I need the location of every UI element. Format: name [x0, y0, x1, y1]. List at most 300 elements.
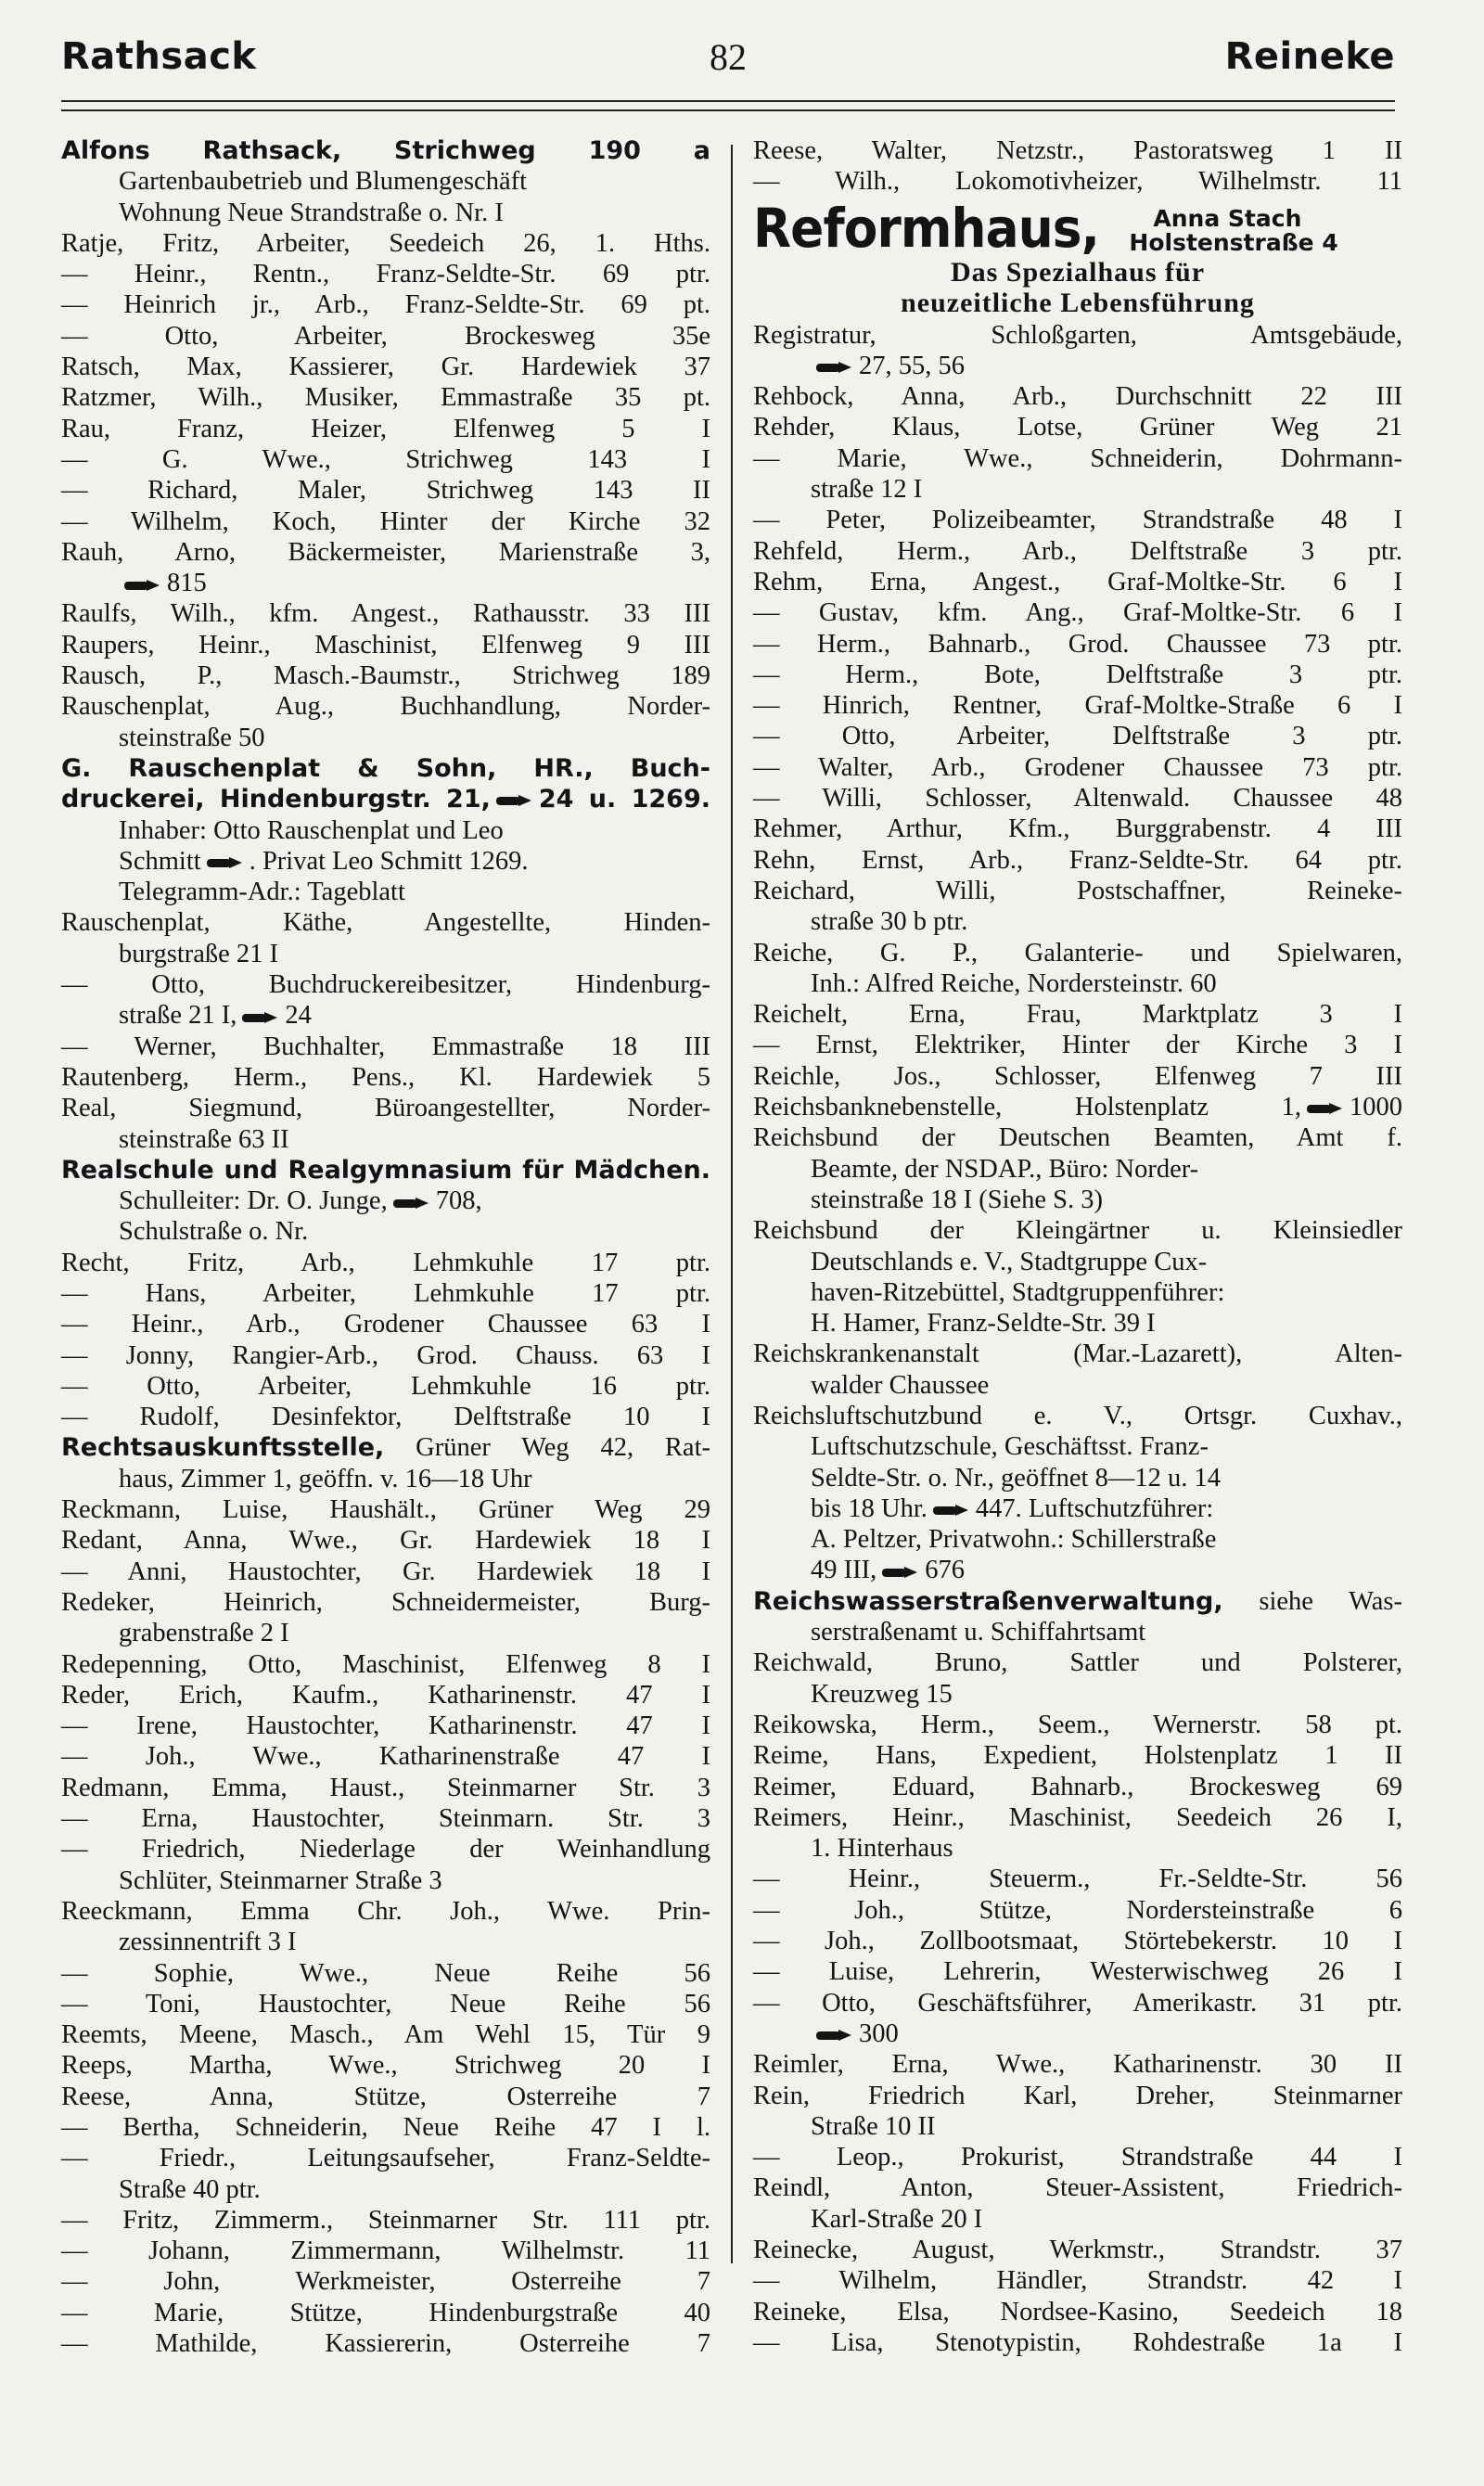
- entry-text: Rehn, Ernst, Arb., Franz-Seldte-Str. 64 ptr.: [753, 845, 1402, 875]
- directory-entry-line: [753, 629, 1402, 660]
- entry-text: Gartenbaubetrieb und Blumengeschäft: [119, 167, 528, 197]
- directory-entry-line: [61, 1834, 710, 1864]
- entry-text: Reese, Anna, Stütze, Osterreihe 7: [61, 2082, 710, 2111]
- directory-entry-line: [61, 1278, 710, 1309]
- entry-text: — Werner, Buchhalter, Emmastraße 18 III: [61, 1032, 710, 1061]
- entry-text: Redepenning, Otto, Maschinist, Elfenweg 8 I: [61, 1649, 710, 1679]
- entry-text: Ratzmer, Wilh., Musiker, Emmastraße 35 pt.: [61, 383, 710, 413]
- directory-entry-line: [61, 321, 710, 352]
- entry-text: — Peter, Polizeibeamter, Strandstraße 48 I: [753, 506, 1402, 535]
- entry-text: Redeker, Heinrich, Schneidermeister, Burg-: [61, 1587, 710, 1617]
- entry-text: G. Rauschenplat & Sohn, HR., Buch-: [61, 753, 710, 783]
- entry-continuation-line: [61, 2174, 710, 2205]
- telephone-icon: [816, 361, 853, 374]
- entry-text: Rechtsauskunftsstelle, Grüner Weg 42, Rat-: [61, 1433, 710, 1463]
- directory-entry-line: [61, 2050, 710, 2081]
- directory-entry-line: [753, 845, 1402, 876]
- header-last-name: Reineke: [1224, 35, 1395, 78]
- directory-entry-line: [61, 228, 710, 259]
- directory-entry-line: [753, 1122, 1402, 1153]
- telephone-icon: [882, 1566, 919, 1579]
- entry-continuation-line: [753, 1308, 1402, 1339]
- entry-continuation-line: [61, 723, 710, 753]
- directory-entry-line: [61, 475, 710, 506]
- directory-entry-line: [753, 752, 1402, 783]
- entry-text: Reder, Erich, Kaufm., Katharinenstr. 47 I: [61, 1680, 710, 1710]
- entry-text: Reese, Walter, Netzstr., Pastoratsweg 1 II: [753, 136, 1402, 165]
- entry-text: Registratur, Schloßgarten, Amtsgebäude,: [753, 320, 1402, 350]
- directory-entry-line: [61, 1432, 710, 1463]
- directory-entry-line: [753, 999, 1402, 1030]
- entry-text: Schmitt . Privat Leo Schmitt 1269.: [119, 846, 529, 876]
- entry-text: Reineke, Elsa, Nordsee-Kasino, Seedeich 18: [753, 2297, 1402, 2326]
- directory-entry-line: [753, 2235, 1402, 2265]
- directory-entry-line: [753, 660, 1402, 690]
- directory-entry-line: [753, 783, 1402, 814]
- entry-text: Rehm, Erna, Angest., Graf-Moltke-Str. 6 I: [753, 567, 1402, 596]
- entry-text: Reimler, Erna, Wwe., Katharinenstr. 30 II: [753, 2050, 1402, 2080]
- entry-text: Rautenberg, Herm., Pens., Kl. Hardewiek 5: [61, 1062, 710, 1092]
- directory-entry-line: [753, 2142, 1402, 2172]
- entry-text: — Gustav, kfm. Ang., Graf-Moltke-Str. 6 I: [753, 598, 1402, 628]
- entry-text: Reichskrankenanstalt (Mar.-Lazarett), Alten-: [753, 1339, 1402, 1369]
- entry-text: — Toni, Haustochter, Neue Reihe 56: [61, 1989, 710, 2018]
- entry-text: — Joh., Stütze, Nordersteinstraße 6: [753, 1895, 1402, 1925]
- directory-entry-line: [61, 1062, 710, 1093]
- ad-owner-address: [1129, 204, 1338, 256]
- entry-text: Reichwald, Bruno, Sattler und Polsterer,: [753, 1648, 1402, 1678]
- entry-text: Rehfeld, Herm., Arb., Delftstraße 3 ptr.: [753, 536, 1402, 566]
- entry-text: — Heinr., Steuerm., Fr.-Seldte-Str. 56: [753, 1864, 1402, 1894]
- entry-text: — Friedr., Leitungsaufseher, Franz-Seldte-: [61, 2144, 710, 2173]
- entry-continuation-line: [61, 1000, 710, 1031]
- entry-text: Rauschenplat, Käthe, Angestellte, Hinden-: [61, 908, 710, 938]
- directory-entry-line: [61, 2143, 710, 2173]
- directory-entry-line: [61, 1248, 710, 1278]
- ad-slogan-line1: Das Spezialhaus für: [950, 256, 1206, 288]
- entry-text: straße 30 b ptr.: [811, 907, 968, 937]
- entry-text: Reichsbund der Deutschen Beamten, Amt f.: [753, 1123, 1402, 1153]
- telephone-icon: [496, 794, 533, 807]
- entry-text: — Lisa, Stenotypistin, Rohdestraße 1a I: [753, 2327, 1402, 2357]
- entry-text: — Bertha, Schneiderin, Neue Reihe 47 I l.: [61, 2113, 710, 2142]
- directory-entry-line: [753, 412, 1402, 442]
- entry-text: — Richard, Maler, Strichweg 143 II: [61, 476, 710, 506]
- directory-entry-line: [61, 1155, 710, 1185]
- entry-continuation-line: [61, 166, 710, 197]
- entry-text: — Otto, Geschäftsführer, Amerikastr. 31 ptr.: [753, 1988, 1402, 2018]
- directory-entry-line: [753, 2172, 1402, 2203]
- directory-entry-line: [753, 135, 1402, 166]
- entry-text: Schulleiter: Dr. O. Junge, 708,: [119, 1186, 482, 1216]
- entry-continuation-line: [753, 1247, 1402, 1277]
- entry-text: straße 12 I: [811, 475, 923, 505]
- entry-continuation-line: [753, 906, 1402, 937]
- entry-text: Real, Siegmund, Büroangestellter, Norder-: [61, 1094, 710, 1123]
- entry-text: Rausch, P., Masch.-Baumstr., Strichweg 189: [61, 661, 710, 691]
- entry-text: Reimers, Heinr., Maschinist, Seedeich 26 I,: [753, 1802, 1402, 1832]
- entry-continuation-line: [753, 1555, 1402, 1585]
- telephone-icon: [816, 2029, 853, 2042]
- directory-entry-line: [61, 414, 710, 444]
- entry-text: Wohnung Neue Strandstraße o. Nr. I: [119, 198, 504, 227]
- directory-entry-line: [753, 1926, 1402, 1956]
- telephone-icon: [1307, 1102, 1344, 1115]
- directory-entry-line: [753, 876, 1402, 906]
- directory-entry-line: [753, 1895, 1402, 1926]
- entry-text: Rein, Friedrich Karl, Dreher, Steinmarner: [753, 2081, 1402, 2110]
- entry-text: — Walter, Arb., Grodener Chaussee 73 ptr.: [753, 752, 1402, 782]
- directory-entry-line: [753, 1215, 1402, 1246]
- directory-entry-line: [753, 1061, 1402, 1092]
- entry-text: Raulfs, Wilh., kfm. Angest., Rathausstr. 33 III: [61, 599, 710, 629]
- directory-entry-line: [753, 443, 1402, 474]
- entry-text: Reichswasserstraßenverwaltung, siehe Was-: [753, 1586, 1402, 1616]
- entry-continuation-line: [61, 568, 710, 598]
- telephone-icon: [207, 856, 244, 869]
- right-column: [753, 135, 1402, 2358]
- entry-text: 300: [753, 2018, 1402, 2049]
- entry-continuation-line: [753, 1524, 1402, 1555]
- directory-entry-line: [753, 2081, 1402, 2111]
- entry-text: — Irene, Haustochter, Katharinenstr. 47 I: [61, 1711, 710, 1741]
- telephone-icon: [124, 579, 161, 592]
- entry-continuation-line: [753, 1617, 1402, 1647]
- directory-entry-line: [753, 505, 1402, 535]
- directory-entry-line: [61, 2082, 710, 2112]
- entry-text: — Friedrich, Niederlage der Weinhandlung: [61, 1835, 710, 1864]
- directory-entry-line: [753, 1740, 1402, 1771]
- entry-continuation-line: [753, 968, 1402, 999]
- entry-text: — Anni, Haustochter, Gr. Hardewiek 18 I: [61, 1557, 710, 1586]
- directory-entry-line: [61, 1587, 710, 1618]
- directory-entry-line: [753, 690, 1402, 721]
- entry-text: Schlüter, Steinmarner Straße 3: [119, 1865, 442, 1895]
- directory-entry-line: [61, 598, 710, 629]
- entry-text: — Hans, Arbeiter, Lehmkuhle 17 ptr.: [61, 1278, 710, 1308]
- entry-text: haus, Zimmer 1, geöffn. v. 16—18 Uhr: [119, 1464, 532, 1493]
- directory-entry-line: [753, 721, 1402, 751]
- entry-text: — Johann, Zimmermann, Wilhelmstr. 11: [61, 2236, 710, 2266]
- ad-business-name: Reformhaus,: [753, 196, 1099, 260]
- entry-text: Rauh, Arno, Bäckermeister, Marienstraße 3,: [61, 537, 710, 567]
- directory-entry-line: [61, 1340, 710, 1371]
- entry-continuation-line: [753, 1370, 1402, 1401]
- entry-text: bis 18 Uhr. 447. Luftschutzführer:: [811, 1493, 1214, 1523]
- directory-entry-line: [61, 1402, 710, 1432]
- entry-text: Redant, Anna, Wwe., Gr. Hardewiek 18 I: [61, 1526, 710, 1556]
- directory-entry-line: [753, 2049, 1402, 2080]
- entry-text: Reichsluftschutzbund e. V., Ortsgr. Cuxhav.,: [753, 1401, 1402, 1430]
- entry-text: Rehmer, Arthur, Kfm., Burggrabenstr. 4 III: [753, 814, 1402, 844]
- header-rule: [61, 100, 1395, 102]
- entry-text: Reichle, Jos., Schlosser, Elfenweg 7 III: [753, 1061, 1402, 1091]
- entry-text: Reindl, Anton, Steuer-Assistent, Friedrich-: [753, 2173, 1402, 2203]
- directory-entry-line: [61, 1525, 710, 1556]
- entry-text: straße 21 I, 24: [119, 1001, 312, 1031]
- directory-entry-line: [753, 166, 1402, 197]
- directory-entry-line: [61, 1649, 710, 1680]
- entry-text: — Joh., Wwe., Katharinenstraße 47 I: [61, 1742, 710, 1772]
- directory-entry-line: [61, 1309, 710, 1339]
- directory-entry-line: [753, 2297, 1402, 2327]
- directory-entry-line: [61, 1032, 710, 1062]
- telephone-icon: [242, 1011, 279, 1024]
- entry-text: — Herm., Bahnarb., Grod. Chaussee 73 ptr.: [753, 629, 1402, 659]
- entry-text: Rehder, Klaus, Lotse, Grüner Weg 21: [753, 413, 1402, 442]
- entry-text: — Wilhelm, Händler, Strandstr. 42 I: [753, 2266, 1402, 2296]
- directory-entry-line: [753, 2265, 1402, 2296]
- entry-text: — Otto, Buchdruckereibesitzer, Hindenburg-: [61, 970, 710, 1000]
- entry-text: Karl-Straße 20 I: [811, 2204, 983, 2234]
- directory-entry-line: [61, 969, 710, 1000]
- directory-entry-line: [61, 1773, 710, 1803]
- entry-text: — G. Wwe., Strichweg 143 I: [61, 444, 710, 474]
- directory-entry-line: [61, 352, 710, 382]
- directory-entry-line: [753, 1956, 1402, 1987]
- entry-text: — Otto, Arbeiter, Lehmkuhle 16 ptr.: [61, 1371, 710, 1401]
- entry-text: Reeckmann, Emma Chr. Joh., Wwe. Prin-: [61, 1896, 710, 1926]
- entry-text: walder Chaussee: [811, 1370, 990, 1400]
- entry-text: — Herm., Bote, Delftstraße 3 ptr.: [753, 660, 1402, 689]
- directory-entry-line: [753, 1988, 1402, 2018]
- entry-text: — Fritz, Zimmerm., Steinmarner Str. 111 ptr.: [61, 2205, 710, 2235]
- entry-text: 815: [61, 568, 710, 598]
- entry-continuation-line: [753, 474, 1402, 505]
- entry-text: Realschule und Realgymnasium für Mädchen.: [61, 1155, 710, 1185]
- columns: [61, 135, 1401, 2467]
- entry-text: Reichsbund der Kleingärtner u. Kleinsiedler: [753, 1216, 1402, 1246]
- entry-text: Luftschutzschule, Geschäftsst. Franz-: [811, 1432, 1209, 1462]
- entry-text: — Marie, Wwe., Schneiderin, Dohrmann-: [753, 443, 1402, 473]
- entry-text: — Hinrich, Rentner, Graf-Moltke-Straße 6 I: [753, 691, 1402, 721]
- directory-entry-line: [753, 814, 1402, 844]
- directory-entry-line: [753, 536, 1402, 567]
- directory-entry-line: [753, 1586, 1402, 1617]
- entry-continuation-line: [61, 939, 710, 969]
- directory-entry-line: [61, 1371, 710, 1402]
- directory-entry-line: [753, 1030, 1402, 1060]
- entry-text: Reinecke, August, Werkmstr., Strandstr. 37: [753, 2236, 1402, 2264]
- entry-text: Reiche, G. P., Galanterie- und Spielwaren,: [753, 938, 1402, 967]
- directory-entry-line: [61, 382, 710, 413]
- directory-entry-line: [61, 2266, 710, 2297]
- entry-continuation-line: [61, 198, 710, 228]
- entry-text: — Otto, Arbeiter, Brockesweg 35e: [61, 321, 710, 351]
- right-column-entries: [753, 320, 1402, 2359]
- entry-text: — Heinr., Arb., Grodener Chaussee 63 I: [61, 1310, 710, 1339]
- directory-entry-line: [61, 1494, 710, 1525]
- directory-entry-line: [61, 1711, 710, 1741]
- entry-continuation-line: [753, 351, 1402, 381]
- entry-text: — Rudolf, Desinfektor, Delftstraße 10 I: [61, 1403, 710, 1432]
- entry-continuation-line: [753, 1277, 1402, 1308]
- entry-continuation-line: [753, 2204, 1402, 2235]
- entry-text: — Joh., Zollbootsmaat, Störtebekerstr. 10 I: [753, 1927, 1402, 1956]
- ad-slogan-line2: neuzeitliche Lebensführung: [901, 287, 1255, 318]
- directory-entry-line: [61, 1093, 710, 1123]
- entry-text: haven-Ritzebüttel, Stadtgruppenführer:: [811, 1277, 1225, 1307]
- directory-entry-line: [61, 2236, 710, 2266]
- directory-entry-line: [753, 2327, 1402, 2358]
- entry-continuation-line: [753, 1185, 1402, 1215]
- entry-continuation-line: [61, 1865, 710, 1896]
- directory-entry-line: [61, 2328, 710, 2359]
- entry-text: Recht, Fritz, Arb., Lehmkuhle 17 ptr.: [61, 1248, 710, 1277]
- page-header: [61, 35, 1395, 91]
- entry-continuation-line: [61, 1618, 710, 1648]
- directory-entry-line: [753, 1647, 1402, 1678]
- directory-entry-line: [61, 1803, 710, 1834]
- entry-text: Deutschlands e. V., Stadtgruppe Cux-: [811, 1247, 1208, 1276]
- entry-text: — Jonny, Rangier-Arb., Grod. Chauss. 63 I: [61, 1340, 710, 1370]
- directory-entry-line: [61, 1680, 710, 1711]
- directory-entry-line: [61, 2298, 710, 2328]
- entry-text: Reichard, Willi, Postschaffner, Reineke-: [753, 876, 1402, 905]
- left-column: [61, 135, 710, 2359]
- entry-continuation-line: [61, 846, 710, 877]
- entry-text: burgstraße 21 I: [119, 939, 279, 968]
- directory-entry-line: [61, 907, 710, 938]
- telephone-icon: [393, 1197, 430, 1210]
- directory-entry-line: [61, 135, 710, 166]
- directory-entry-line: [61, 691, 710, 722]
- entry-text: Reemts, Meene, Masch., Am Wehl 15, Tür 9: [61, 2020, 710, 2050]
- ad-owner: Anna Stach: [1153, 204, 1302, 232]
- directory-entry-line: [753, 1710, 1402, 1740]
- entry-text: Kreuzweg 15: [811, 1679, 953, 1709]
- directory-entry-line: [61, 1557, 710, 1587]
- entry-text: — Luise, Lehrerin, Westerwischweg 26 I: [753, 1957, 1402, 1987]
- directory-entry-line: [753, 381, 1402, 412]
- entry-text: Beamte, der NSDAP., Büro: Norder-: [811, 1154, 1199, 1184]
- entry-text: Reimer, Eduard, Bahnarb., Brockesweg 69: [753, 1772, 1402, 1801]
- entry-continuation-line: [753, 1493, 1402, 1524]
- entry-text: steinstraße 63 II: [119, 1124, 289, 1154]
- entry-continuation-line: [61, 1185, 710, 1216]
- entry-text: Inhaber: Otto Rauschenplat und Leo: [119, 815, 504, 845]
- directory-entry-line: [61, 1989, 710, 2019]
- reformhaus-advertisement: [753, 196, 1402, 318]
- entry-text: — Marie, Stütze, Hindenburgstraße 40: [61, 2298, 710, 2327]
- entry-text: — Heinrich jr., Arb., Franz-Seldte-Str. 69 pt.: [61, 290, 710, 320]
- entry-text: Reckmann, Luise, Haushält., Grüner Weg 29: [61, 1495, 710, 1525]
- entry-text: A. Peltzer, Privatwohn.: Schillerstraße: [811, 1525, 1217, 1555]
- directory-entry-line: [61, 1896, 710, 1927]
- page-number: 82: [710, 36, 747, 78]
- entry-text: — Otto, Arbeiter, Delftstraße 3 ptr.: [753, 722, 1402, 751]
- entry-continuation-line: [753, 2018, 1402, 2049]
- entry-text: Straße 40 ptr.: [119, 2174, 261, 2204]
- directory-entry-line: [753, 1339, 1402, 1369]
- entry-text: — Willi, Schlosser, Altenwald. Chaussee 48: [753, 784, 1402, 814]
- entry-text: Straße 10 II: [811, 2111, 936, 2141]
- entry-text: — Wilh., Lokomotivheizer, Wilhelmstr. 11: [753, 167, 1402, 197]
- header-rule-second: [61, 109, 1395, 111]
- entry-text: zessinnentrift 3 I: [119, 1928, 297, 1957]
- directory-entry-line: [61, 2112, 710, 2143]
- directory-entry-line: [753, 320, 1402, 351]
- right-column-top: [753, 135, 1402, 198]
- directory-entry-line: [61, 2019, 710, 2050]
- entry-text: Raupers, Heinr., Maschinist, Elfenweg 9 III: [61, 630, 710, 660]
- entry-continuation-line: [61, 1124, 710, 1155]
- entry-text: Reime, Hans, Expedient, Holstenplatz 1 II: [753, 1741, 1402, 1771]
- directory-entry-line: [753, 1772, 1402, 1802]
- entry-text: Reikowska, Herm., Seem., Wernerstr. 58 pt.: [753, 1710, 1402, 1739]
- column-divider: [731, 145, 733, 2263]
- entry-text: Rauschenplat, Aug., Buchhandlung, Norder-: [61, 692, 710, 722]
- directory-entry-line: [61, 444, 710, 475]
- entry-text: — Leop., Prokurist, Strandstraße 44 I: [753, 2143, 1402, 2172]
- directory-entry-line: [753, 1864, 1402, 1894]
- entry-text: Redmann, Emma, Haust., Steinmarner Str. 3: [61, 1773, 710, 1802]
- entry-text: Inh.: Alfred Reiche, Nordersteinstr. 60: [811, 968, 1217, 998]
- entry-text: — Wilhelm, Koch, Hinter der Kirche 32: [61, 506, 710, 536]
- directory-entry-line: [61, 753, 710, 784]
- directory-entry-line: [753, 597, 1402, 628]
- entry-text: — Heinr., Rentn., Franz-Seldte-Str. 69 ptr.: [61, 260, 710, 289]
- entry-text: 49 III, 676: [811, 1556, 965, 1585]
- directory-entry-line: [61, 289, 710, 320]
- entry-continuation-line: [61, 815, 710, 846]
- entry-continuation-line: [753, 1154, 1402, 1185]
- directory-entry-line: [753, 1092, 1402, 1122]
- entry-text: Rehbock, Anna, Arb., Durchschnitt 22 III: [753, 382, 1402, 412]
- entry-text: steinstraße 50: [119, 723, 265, 752]
- entry-text: Ratje, Fritz, Arbeiter, Seedeich 26, 1. Hths.: [61, 228, 710, 258]
- entry-continuation-line: [753, 1679, 1402, 1710]
- directory-entry-line: [61, 1741, 710, 1772]
- entry-text: serstraßenamt u. Schiffahrtsamt: [811, 1618, 1146, 1647]
- entry-continuation-line: [61, 877, 710, 907]
- entry-text: druckerei, Hindenburgstr. 21, 24 u. 1269.: [61, 785, 710, 814]
- directory-entry-line: [61, 537, 710, 568]
- entry-text: Seldte-Str. o. Nr., geöffnet 8—12 u. 14: [811, 1463, 1221, 1493]
- entry-text: steinstraße 18 I (Siehe S. 3): [811, 1185, 1104, 1214]
- entry-text: grabenstraße 2 I: [119, 1619, 289, 1648]
- entry-text: H. Hamer, Franz-Seldte-Str. 39 I: [811, 1309, 1156, 1339]
- entry-text: Reichelt, Erna, Frau, Marktplatz 3 I: [753, 1000, 1402, 1030]
- entry-text: Reeps, Martha, Wwe., Strichweg 20 I: [61, 2051, 710, 2081]
- directory-entry-line: [61, 259, 710, 289]
- directory-entry-line: [61, 1958, 710, 1989]
- entry-text: — John, Werkmeister, Osterreihe 7: [61, 2267, 710, 2297]
- entry-continuation-line: [61, 1927, 710, 1957]
- directory-entry-line: [753, 567, 1402, 597]
- entry-continuation-line: [753, 2111, 1402, 2142]
- ad-street: Holstenstraße 4: [1129, 228, 1338, 256]
- directory-entry-line: [61, 2205, 710, 2236]
- directory-entry-line: [61, 630, 710, 660]
- entry-text: — Ernst, Elektriker, Hinter der Kirche 3 I: [753, 1031, 1402, 1060]
- entry-continuation-line: [753, 1463, 1402, 1493]
- entry-text: Schulstraße o. Nr.: [119, 1217, 309, 1247]
- entry-continuation-line: [753, 1833, 1402, 1864]
- entry-text: 27, 55, 56: [753, 351, 1402, 381]
- entry-text: Rau, Franz, Heizer, Elfenweg 5 I: [61, 414, 710, 443]
- entry-text: 1. Hinterhaus: [811, 1834, 953, 1864]
- directory-entry-line: [753, 1401, 1402, 1431]
- directory-entry-line: [61, 660, 710, 691]
- entry-text: Telegramm-Adr.: Tageblatt: [119, 878, 405, 907]
- entry-text: — Mathilde, Kassiererin, Osterreihe 7: [61, 2329, 710, 2359]
- directory-entry-line: [61, 506, 710, 537]
- entry-continuation-line: [753, 1431, 1402, 1462]
- entry-continuation-line: [61, 1464, 710, 1494]
- entry-text: Ratsch, Max, Kassierer, Gr. Hardewiek 37: [61, 352, 710, 382]
- entry-text: — Sophie, Wwe., Neue Reihe 56: [61, 1958, 710, 1988]
